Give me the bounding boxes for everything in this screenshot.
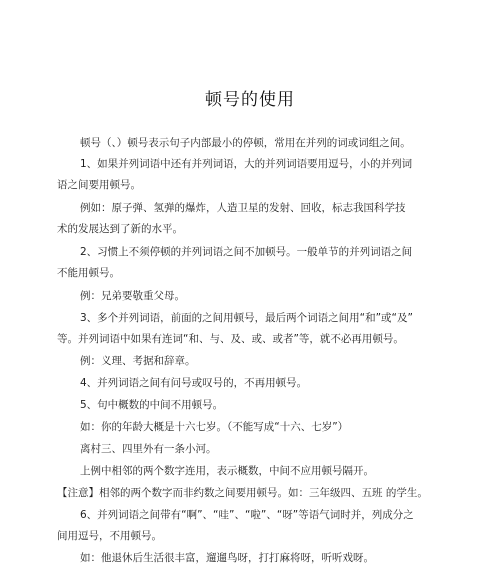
paragraph-line: 间用逗号，不用顿号。 [57,530,162,542]
paragraph-line: 如：他退休后生活很丰富，遛遛鸟呀，打打麻将呀，听听戏呀。 [80,552,374,564]
paragraph-line: 6、并列词语之间带有“啊”、“哇”、“啦”、“呀”等语气词时并，列成分之 [80,509,414,521]
page-title: 顿号的使用 [205,90,295,110]
paragraph-line: 不能用顿号。 [57,267,120,279]
paragraph-line: 【注意】相邻的两个数字而非约数之间要用顿号。如：三年级四、五班 的学生。 [57,487,428,499]
paragraph-line: 上例中相邻的两个数字连用，表示概数，中间不应用顿号隔开。 [80,465,374,477]
paragraph-line: 3、多个并列词语，前面的之间用顿号，最后两个词语之间用“和”或“及” [80,312,413,324]
paragraph-line: 离村三、四里外有一条小河。 [80,443,217,455]
paragraph-line: 4、并列词语之间有问号或叹号的，不再用顿号。 [80,377,308,389]
paragraph-line: 例如：原子弹、氢弹的爆炸，人造卫星的发射、回收，标志我国科学技 [80,202,406,214]
paragraph-line: 2、习惯上不须停顿的并列词语之间不加顿号。一般单节的并列词语之间 [80,246,413,258]
paragraph-line: 5、句中概数的中间不用顿号。 [80,399,224,411]
paragraph-line: 如：你的年龄大概是十六七岁。（不能写成“十六、七岁”） [80,421,349,433]
paragraph-line: 1、如果并列词语中还有并列词语，大的并列词语要用逗号，小的并列词 [80,158,413,170]
paragraph-line: 顿号（、）顿号表示句子内部最小的停顿，常用在并列的词或词组之间。 [80,137,411,149]
paragraph-line: 等。并列词语中如果有连词“和、与、及、或、或者”等，就不必再用顿号。 [57,333,404,345]
paragraph-line: 例：义理、考据和辞章。 [80,355,196,367]
paragraph-line: 术的发展达到了新的水平。 [57,223,183,235]
paragraph-line: 语之间要用顿号。 [57,179,141,191]
paragraph-line: 例：兄弟要敬重父母。 [80,290,185,302]
